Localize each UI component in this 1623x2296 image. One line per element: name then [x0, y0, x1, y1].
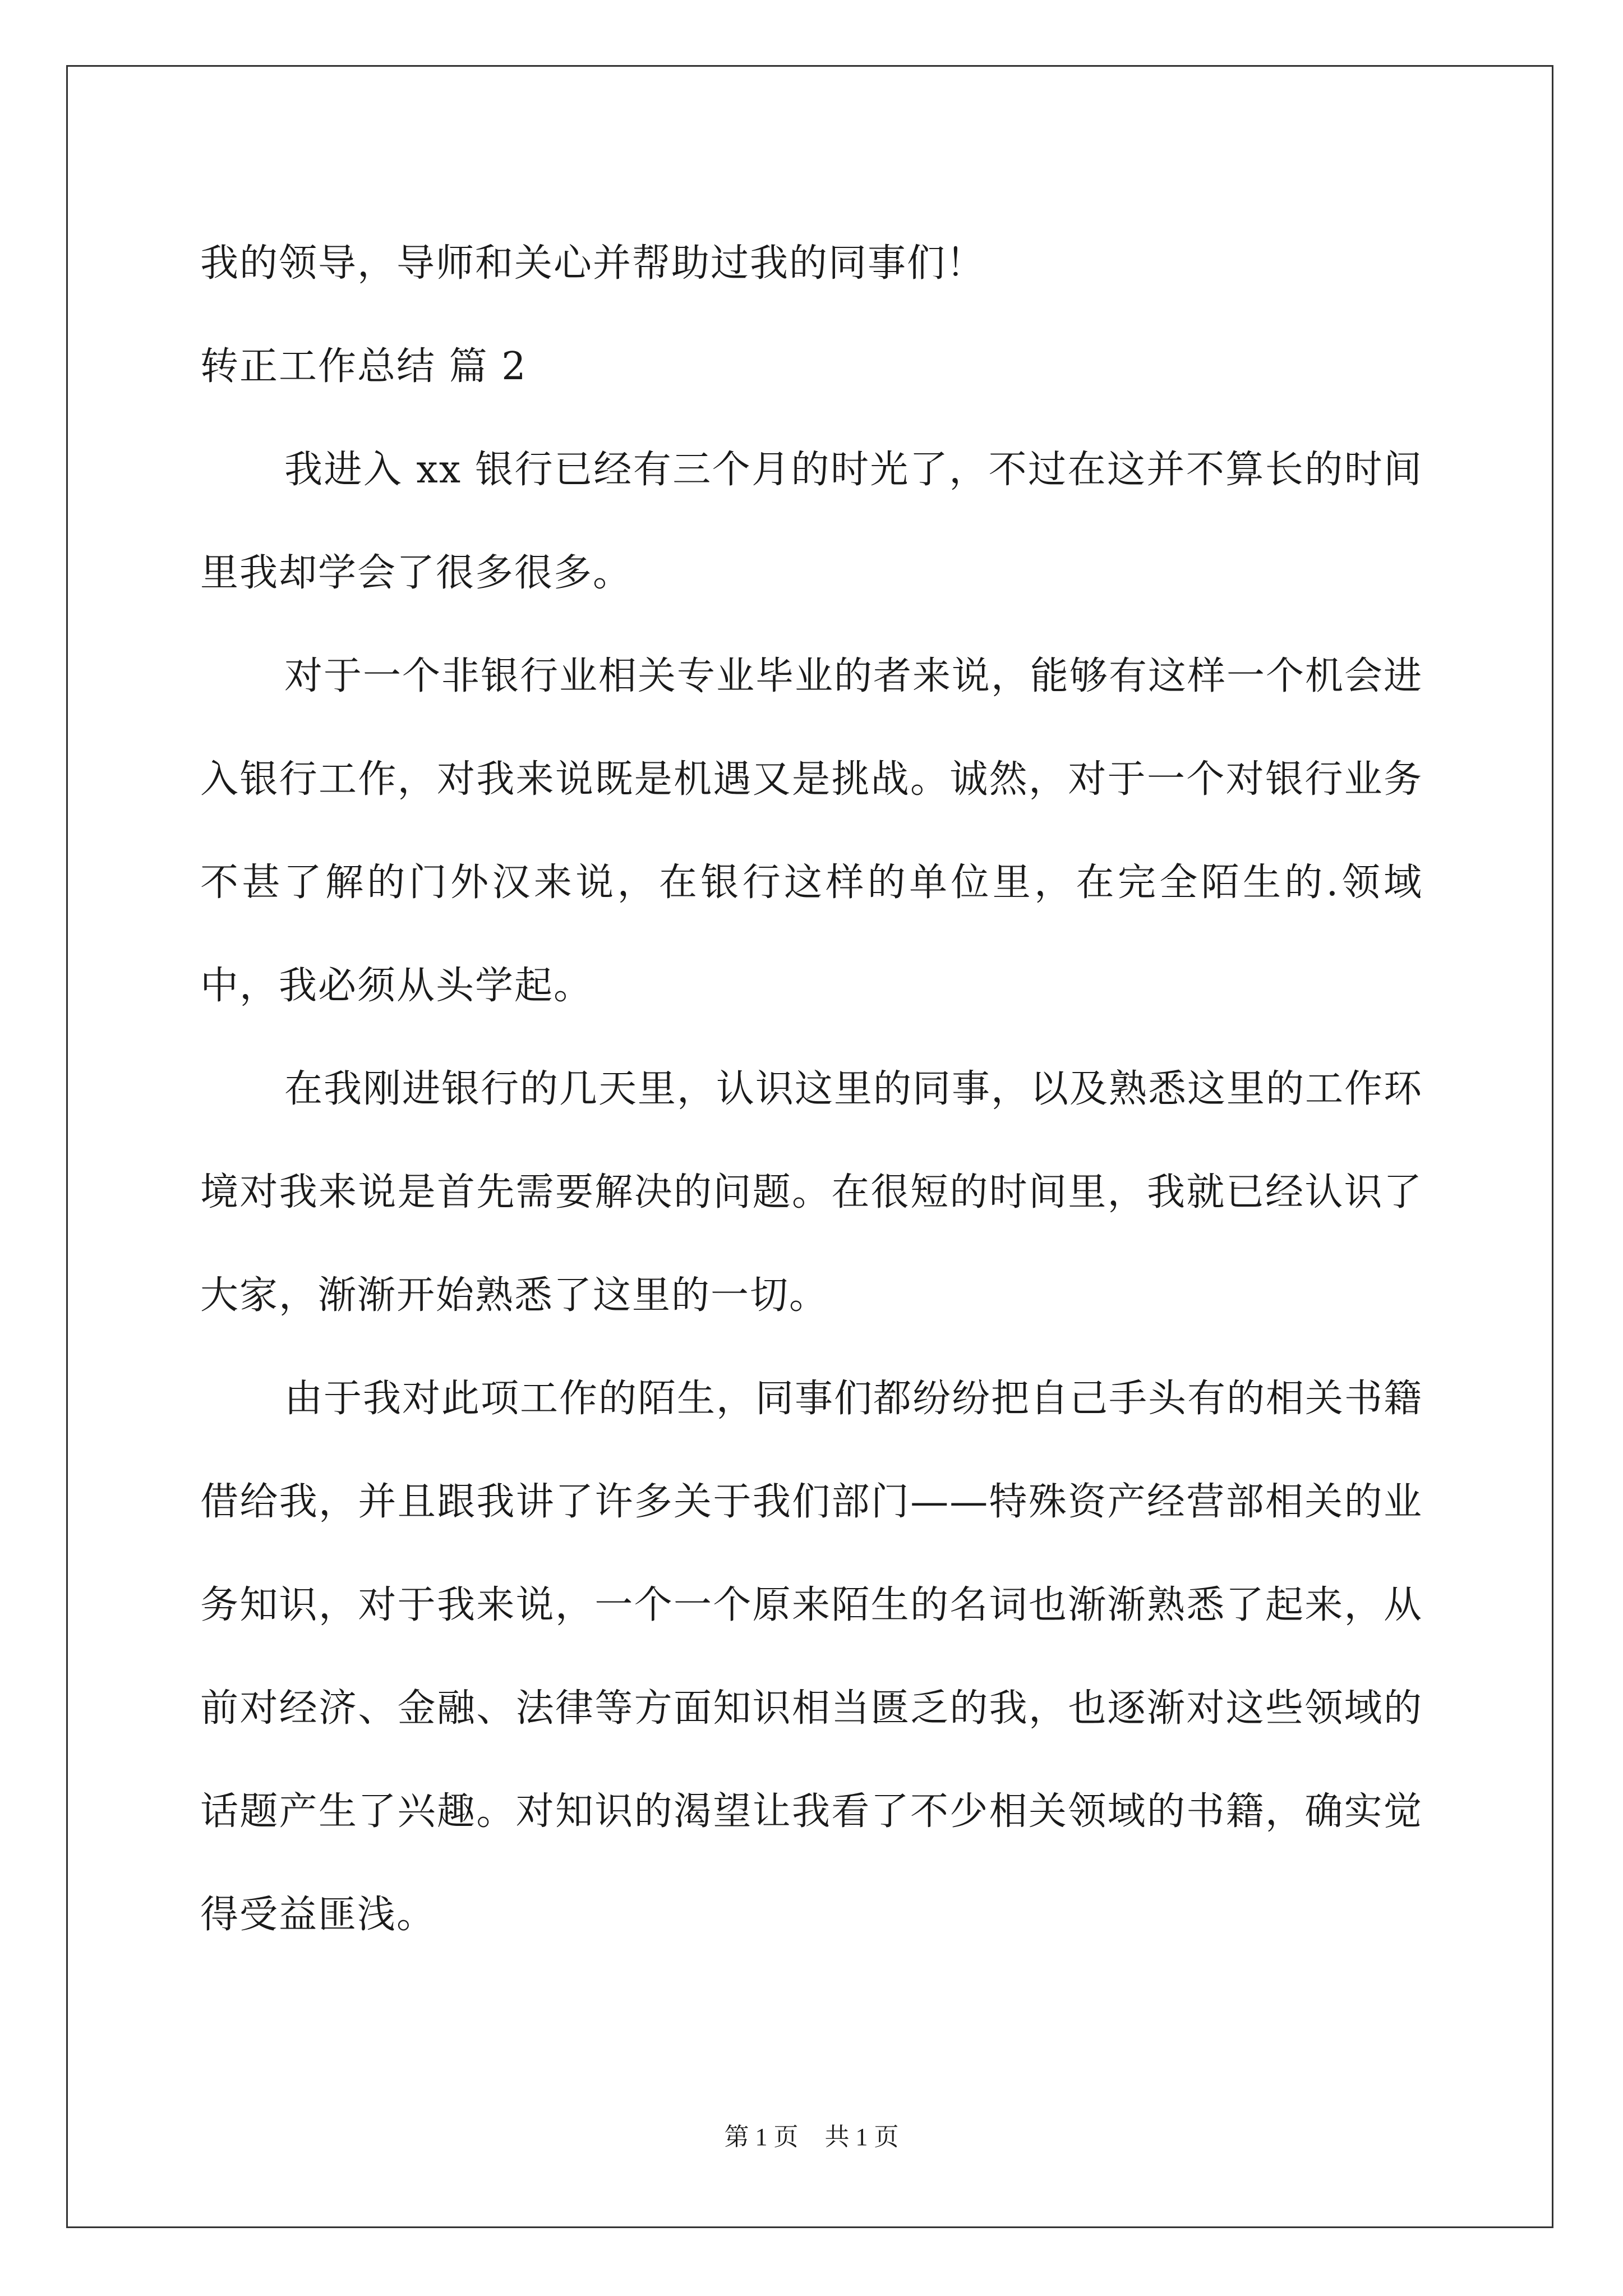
page-footer [0, 2120, 1623, 2154]
closing-line: 我的领导，导师和关心并帮助过我的同事们！ [200, 241, 986, 286]
paragraph-2: 对于一个非银行业相关专业毕业的者来说，能够有这样一个机会进入银行工作，对我来说既是机遇又是挑战。诚然，对于一个对银行业务不甚了解的门外汉来说，在银行这样的单位里，在完全陌生的.领域中，我必须从头学起。 [200, 654, 1423, 1008]
paragraph-4: 由于我对此项工作的陌生，同事们都纷纷把自己手头有的相关书籍借给我，并且跟我讲了许多关于我们部门——特殊资产经营部相关的业务知识，对于我来说，一个一个原来陌生的名词也渐渐熟悉了起来，从前对经济、金融、法律等方面知识相当匮乏的我，也逐渐对这些领域的话题产生了兴趣。对知识的渴望让我看了不少相关领域的书籍，确实觉得受益匪浅。 [200, 1377, 1423, 1937]
page-number: 第 1 页 [724, 2123, 799, 2151]
page-total: 共 1 页 [824, 2123, 899, 2151]
section-title: 转正工作总结 篇 2 [200, 344, 527, 389]
document-body [200, 212, 1423, 1967]
paragraph-1: 我进入 xx 银行已经有三个月的时光了，不过在这并不算长的时间里我却学会了很多很多。 [200, 448, 1423, 595]
paragraph-3: 在我刚进银行的几天里，认识这里的同事，以及熟悉这里的工作环境对我来说是首先需要解决的问题。在很短的时间里，我就已经认识了大家，渐渐开始熟悉了这里的一切。 [200, 1067, 1423, 1318]
